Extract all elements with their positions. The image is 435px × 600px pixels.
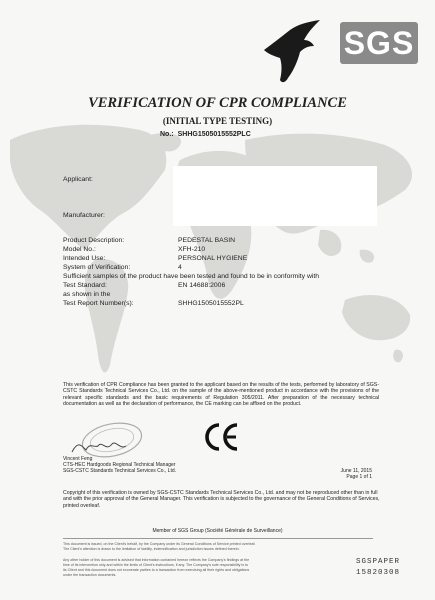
verification-system-value: 4	[178, 264, 182, 271]
footer-line-4: time of its intervention only and within the limits of Client's instructions, if any. The Company's sole responsibility is to	[63, 563, 249, 567]
test-standard-value: EN 14688:2006	[178, 282, 226, 289]
copyright-notice: Copyright of this verification is owned by SGS-CSTC Standards Technical Services Co., Ltd. and may not be reproduced other than in full and with the prior approval of the General Manager. This verification is subjected to the governance of the General Conditions of Services, printed overleaf.	[63, 490, 380, 509]
model-value: XFH-210	[178, 246, 206, 253]
test-report-value: SHHG1505015552PL	[178, 300, 244, 307]
test-report-label: Test Report Number(s):	[63, 300, 134, 307]
document-subtitle: (INITIAL TYPE TESTING)	[162, 116, 273, 126]
paper-serial-label: SGSPAPER	[356, 558, 401, 566]
document-title: VERIFICATION OF CPR COMPLIANCE	[88, 95, 347, 111]
test-standard-label: Test Standard:	[63, 282, 107, 289]
sgs-group-member: Member of SGS Group (Société Générale de Surveillance)	[152, 528, 283, 534]
redaction-box	[173, 166, 377, 226]
page-count: Page 1 of 1	[346, 474, 372, 480]
signatory-title: CTS-HEC Hardgoods Regional Technical Manager	[63, 462, 176, 468]
ce-mark-icon	[203, 422, 241, 452]
footer-line-3: Any other holder of this document is advised that information contained hereon reflects the Company's findings at the	[63, 558, 250, 562]
sgs-logo: SGS	[340, 22, 418, 64]
footer-line-5: its Client and this document does not exonerate parties to a transaction from exercising all their rights and obligations	[63, 568, 250, 572]
eagle-icon	[262, 20, 324, 84]
intended-use-label: Intended Use:	[63, 255, 106, 262]
issue-date: June 11, 2015	[340, 468, 372, 474]
product-description-value: PEDESTAL BASIN	[178, 237, 236, 244]
product-description-label: Product Description:	[63, 237, 125, 244]
footer-line-6: under the transaction documents.	[63, 573, 117, 577]
footer-divider	[63, 538, 373, 539]
intended-use-value: PERSONAL HYGIENE	[178, 255, 248, 262]
signatory-company: SGS-CSTC Standards Technical Services Co., Ltd.	[63, 468, 177, 474]
certificate-number	[160, 131, 251, 138]
signatory-name: Vincent Feng	[63, 456, 93, 462]
footer-line-1: This document is issued, on the Client's behalf, by the Company under its General Conditions of Service printed overleaf.	[63, 542, 256, 546]
manufacturer-label: Manufacturer:	[63, 212, 105, 219]
shown-in-label: as shown in the	[63, 291, 111, 298]
certificate-number-label: No.:	[160, 131, 174, 138]
footer-line-2: The Client's attention is drawn to the limitation of liability, indemnification and jurisdiction issues defined therein.	[63, 547, 240, 551]
conformity-statement: Sufficient samples of the product have been tested and found to be in conformity with	[63, 273, 320, 280]
paper-serial-number: 15820308	[356, 569, 401, 577]
applicant-label: Applicant:	[63, 176, 93, 183]
verification-statement: This verification of CPR Compliance has been granted to the applicant based on the results of the tests, performed by laboratory of SGS-CSTC Standards Technical Services Co., Ltd. on the sample of the above-mentioned product in accordance with the provisions of the relevant specific standards and the basic requirements of Regulation 305/2011. After preparation of the necessary technical documentation as well as the declaration of performance, the CE marking can be affixed on the product.	[63, 382, 379, 408]
verification-system-label: System of Verification:	[63, 264, 131, 271]
certificate-number-value: SHHG1505015552PLC	[177, 131, 251, 138]
model-label: Model No.:	[63, 246, 96, 253]
